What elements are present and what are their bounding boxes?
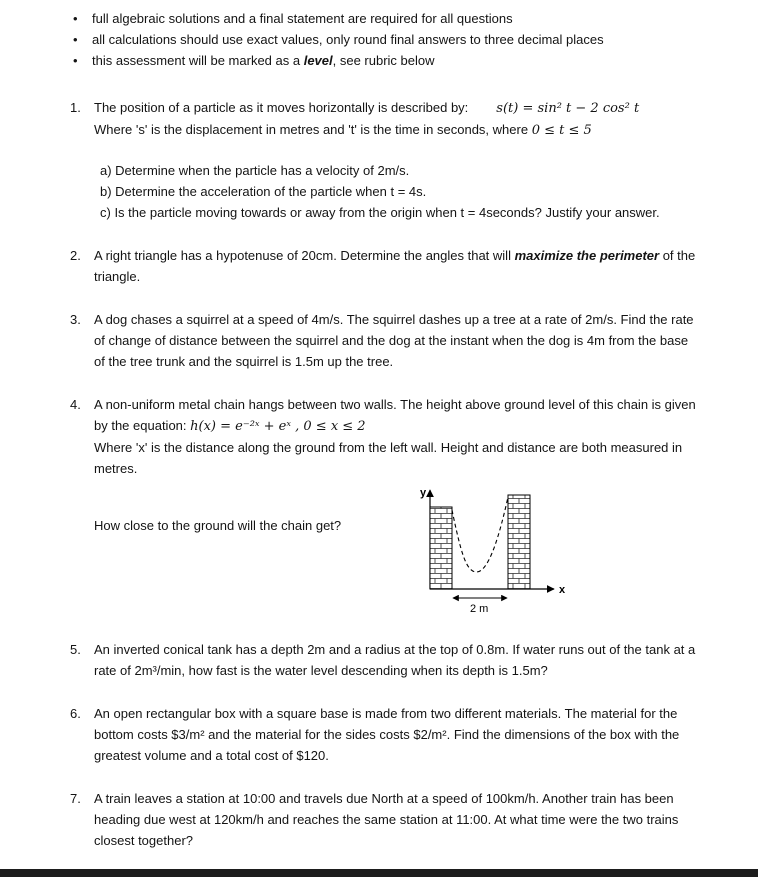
- instruction-item: [70, 8, 702, 29]
- question-text: [94, 97, 702, 119]
- y-axis-label: y: [420, 487, 427, 499]
- chain-question: How close to the ground will the chain get?: [94, 518, 342, 533]
- question-body: [94, 245, 702, 287]
- question-5: [70, 639, 702, 681]
- question-number: 3.: [70, 312, 81, 327]
- question-2: [70, 245, 702, 287]
- question-emphasis: maximize the perimeter: [514, 248, 660, 263]
- instruction-text: all calculations should use exact values, only round final answers to three decimal places: [92, 32, 604, 47]
- question-number: 5.: [70, 642, 81, 657]
- instruction-text: this assessment will be marked as a: [92, 53, 304, 68]
- question-number: 7.: [70, 791, 81, 806]
- x-axis-label: x: [559, 584, 566, 596]
- question-text: An inverted conical tank has a depth 2m and a radius at the top of 0.8m. If water runs out of the tank at a rate of 2m³/min, how fast is the water level descending when its depth is 1.5m?: [94, 642, 696, 678]
- instruction-item: [70, 29, 702, 50]
- question-7: [70, 788, 702, 851]
- question-text: An open rectangular box with a square base is made from two different materials. The material for the bottom costs $3/m² and the material for the sides costs $2/m². Find the dimensions of the box with the greatest volume and a total cost of $120.: [94, 706, 680, 763]
- question-body: [94, 639, 702, 681]
- diagram-row: [94, 483, 702, 617]
- question-1: [70, 97, 702, 223]
- question-text: [94, 119, 702, 141]
- domain-expression: 0 ≤ t ≤ 5: [531, 123, 592, 138]
- instruction-emphasis: level: [303, 53, 333, 68]
- instruction-text: , see rubric below: [332, 53, 435, 68]
- question-segment: of the triangle.: [94, 248, 696, 284]
- question-number: 6.: [70, 706, 81, 721]
- question-body: [94, 703, 702, 766]
- question-intro: The position of a particle as it moves horizontally is described by:: [94, 100, 469, 115]
- question-text: [94, 245, 702, 287]
- question-detail: Where 's' is the displacement in metres and 't' is the time in seconds, where: [94, 122, 532, 137]
- question-number: 2.: [70, 248, 81, 263]
- instructions-list: [70, 8, 702, 71]
- chain-diagram: [414, 483, 574, 617]
- question-segment: A right triangle has a hypotenuse of 20cm. Determine the angles that will: [94, 248, 515, 263]
- subparts: [94, 160, 702, 223]
- question-intro: A non-uniform metal chain hangs between two walls. The height above ground level of this chain is given by the equation:: [94, 397, 696, 433]
- left-wall: [430, 507, 452, 589]
- question-number: 1.: [70, 100, 81, 115]
- subpart-b: b) Determine the acceleration of the particle when t = 4s.: [100, 184, 427, 199]
- question-body: [94, 394, 702, 617]
- equation: s(t) = sin² t − 2 cos² t: [496, 101, 640, 116]
- width-label: 2 m: [470, 603, 489, 615]
- question-detail: Where 'x' is the distance along the ground from the left wall. Height and distance are both measured in metres.: [94, 440, 683, 476]
- subpart-c: c) Is the particle moving towards or away from the origin when t = 4seconds? Justify your answer.: [100, 205, 660, 220]
- chain-curve: [452, 497, 508, 572]
- question-body: [94, 788, 702, 851]
- question-number: 4.: [70, 397, 81, 412]
- question-3: [70, 309, 702, 372]
- question-body: [94, 309, 702, 372]
- question-body: [94, 97, 702, 223]
- right-wall: [508, 495, 530, 589]
- instruction-text: full algebraic solutions and a final statement are required for all questions: [92, 11, 513, 26]
- question-6: [70, 703, 702, 766]
- question-text: [94, 394, 702, 437]
- question-text: A train leaves a station at 10:00 and travels due North at a speed of 100km/h. Another train has been heading due west at 120km/h and reaches the same station at 11:00. At what time were the two trains closest together?: [94, 791, 679, 848]
- question-text: A dog chases a squirrel at a speed of 4m/s. The squirrel dashes up a tree at a rate of 2m/s. Find the rate of change of distance between the squirrel and the dog at the instant when the dog is 4m from the base of the tree trunk and the squirrel is 1.5m up the tree.: [94, 312, 694, 369]
- equation: h(x) = e⁻²ˣ + eˣ , 0 ≤ x ≤ 2: [190, 419, 366, 434]
- question-4: [70, 394, 702, 617]
- bottom-window-edge: [0, 869, 758, 877]
- subpart-a: a) Determine when the particle has a velocity of 2m/s.: [100, 163, 410, 178]
- instruction-item: [70, 50, 702, 71]
